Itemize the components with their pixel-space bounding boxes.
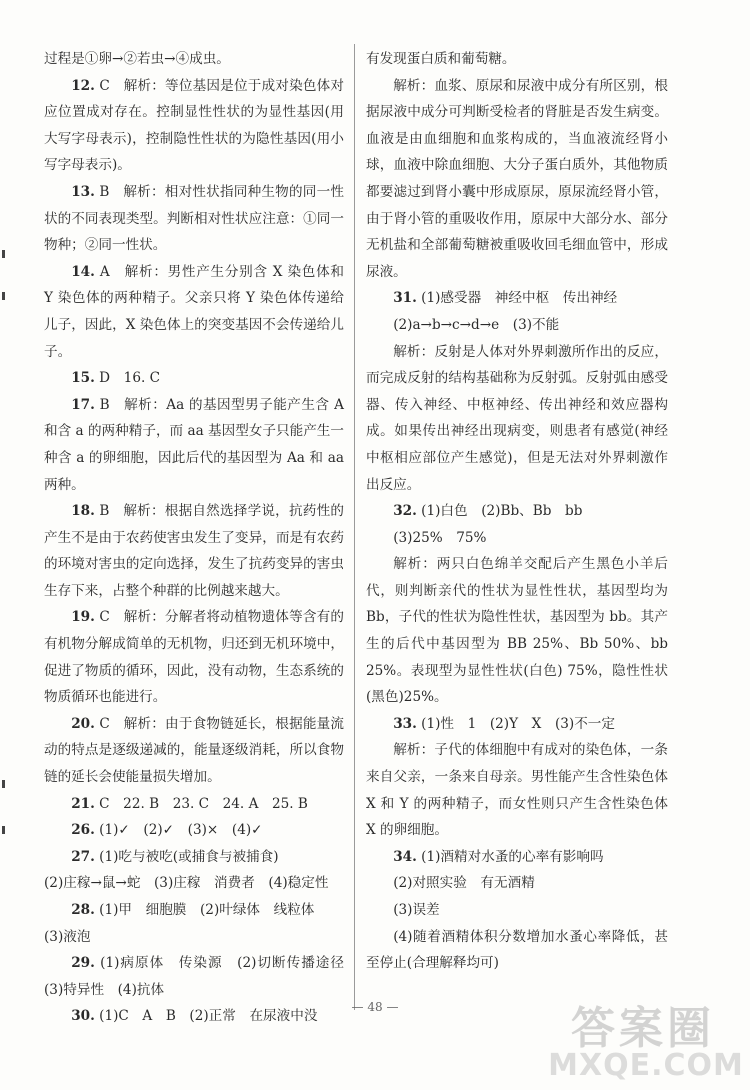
answer-paragraph: [366, 870, 668, 897]
answer-text: (3)液泡: [44, 928, 91, 945]
right-column: [366, 46, 668, 977]
answer-paragraph: [44, 897, 344, 924]
answer-text: (1)✓ (2)✓ (3)× (4)✓: [99, 822, 263, 839]
answer-paragraph: [366, 339, 668, 499]
answer-paragraph: [366, 897, 668, 924]
question-number: 18.: [71, 503, 95, 520]
watermark-logo: [548, 992, 744, 1082]
answer-text: A 解析：男性产生分别含 X 染色体和 Y 染色体的两种精子。父亲只将 Y 染色体传递给儿子，因此，X 染色体上的突变基因不会传递给儿子。: [44, 263, 344, 360]
answer-text: C 解析：等位基因是位于成对染色体对应位置成对存在。控制显性性状的为显性基因(用大写字母表示)，控制隐性性状的为隐性基因(用小写字母表示)。: [44, 77, 344, 174]
answer-text: C 解析：分解者将动植物遗体等含有的有机物分解成简单的无机物，归还到无机环境中，促进了物质的循环，因此，没有动物，生态系统的物质循环也能进行。: [44, 609, 344, 706]
answer-paragraph: [366, 551, 668, 711]
question-number: 32.: [393, 503, 417, 520]
answer-text: D 16. C: [99, 370, 161, 387]
answer-paragraph: [44, 392, 344, 498]
answer-text: 解析：血浆、原尿和尿液中成分有所区别，根据尿液中成分可判断受检者的肾脏是否发生病变。血液是由血细胞和血浆构成的，当血液流经肾小球，血液中除血细胞、大分子蛋白质外，其他物质都要滤过到肾小囊中形成原尿，原尿流经肾小管，由于肾小管的重吸收作用，原尿中大部分水、部分无机盐和全部葡萄糖被重吸收回毛细血管中，形成尿液。: [366, 77, 668, 280]
question-number: 29.: [71, 955, 95, 972]
answer-text: (1)性 1 (2)Y X (3)不一定: [421, 715, 615, 732]
answer-paragraph: [44, 73, 344, 179]
answer-paragraph: [44, 498, 344, 604]
binding-mark: [2, 826, 5, 834]
answer-text: B 解析：根据自然选择学说，抗药性的产生不是由于农药使害虫发生了变异，而是有农药的环境对害虫的定向选择，发生了抗药变异的害虫生存下来，占整个种群的比例越来越大。: [44, 503, 344, 599]
question-number: 19.: [71, 609, 95, 626]
watermark-url: MXQE.COM: [548, 1048, 744, 1083]
answer-text: 过程是①卵→②若虫→④成虫。: [44, 51, 230, 67]
question-number: 27.: [71, 848, 95, 865]
question-number: 31.: [393, 290, 417, 307]
answer-text: (2)对照实验 有无酒精: [393, 875, 535, 892]
answer-paragraph: [366, 711, 668, 738]
answer-paragraph: [366, 525, 668, 552]
answer-paragraph: [44, 924, 344, 951]
answer-text: (2)a→b→c→d→e (3)不能: [393, 316, 560, 333]
answer-paragraph: [44, 870, 344, 897]
answer-paragraph: [44, 791, 344, 818]
answer-paragraph: [366, 498, 668, 525]
question-number: 12.: [71, 77, 95, 94]
answer-text: 解析：两只白色绵羊交配后产生黑色小羊后代，则判断亲代的性状为显性性状，基因型均为 Bb，子代的性状为隐性性状，基因型为 bb。其产生的后代中基因型为 BB 25%、Bb 50%、bb 25%。表现型为显性性状(白色) 75%，隐性性状(黑色)25%。: [366, 556, 668, 706]
question-number: 28.: [71, 902, 95, 918]
answer-text: (1)病原体 传染源 (2)切断传播途径 (3)特异性 (4)抗体: [44, 955, 358, 998]
column-divider: [354, 44, 355, 1010]
question-number: 34.: [393, 848, 417, 865]
answer-text: (1)酒精对水蚤的心率有影响吗: [421, 848, 604, 865]
answer-paragraph: [366, 285, 668, 312]
answer-text: (1)甲 细胞膜 (2)叶绿体 线粒体: [99, 902, 315, 918]
question-number: 21.: [71, 795, 95, 812]
answer-text: (1)C A B (2)正常 在尿液中没: [99, 1008, 318, 1025]
question-number: 30.: [71, 1008, 95, 1025]
answer-paragraph: [366, 46, 668, 73]
answer-text: 有发现蛋白质和葡萄糖。: [366, 51, 516, 67]
answer-text: (1)白色 (2)Bb、Bb bb: [421, 503, 583, 520]
question-number: 26.: [71, 822, 95, 839]
answer-text: C 解析：由于食物链延长，根据能量流动的特点是逐级递减的，能量逐级消耗，所以食物链的延长会使能量损失增加。: [44, 715, 344, 786]
answer-paragraph: [44, 844, 344, 871]
left-column: [44, 46, 358, 1030]
answer-paragraph: [44, 604, 344, 710]
question-number: 17.: [71, 396, 95, 413]
answer-paragraph: [44, 711, 344, 791]
page-number: — 48 —: [351, 1000, 399, 1014]
question-number: 20.: [71, 715, 95, 732]
binding-mark: [2, 780, 5, 788]
answer-paragraph: [44, 817, 344, 844]
answer-text: (1)吃与被吃(或捕食与被捕食): [99, 848, 279, 865]
answer-text: (4)随着酒精体积分数增加水蚤心率降低，甚至停止(合理解释均可): [366, 928, 668, 972]
answer-paragraph: [366, 924, 668, 977]
answer-text: (3)误差: [393, 902, 440, 918]
answer-paragraph: [44, 365, 344, 392]
question-number: 15.: [71, 370, 95, 387]
answer-text: 解析：子代的体细胞中有成对的染色体，一条来自父亲，一条来自母亲。男性能产生含性染色体 X 和 Y 的两种精子，而女性则只产生含性染色体 X 的卵细胞。: [366, 742, 668, 839]
answer-paragraph: [366, 73, 668, 286]
answer-text: C 22. B 23. C 24. A 25. B: [99, 795, 308, 812]
answer-paragraph: [366, 844, 668, 871]
answer-paragraph: [366, 737, 668, 843]
answer-text: (1)感受器 神经中枢 传出神经: [421, 290, 618, 307]
question-number: 33.: [393, 715, 417, 732]
answer-text: B 解析：Aa 的基因型男子能产生含 A 和含 a 的两种精子，而 aa 基因型女子只能产生一种含 a 的卵细胞，因此后代的基因型为 Aa 和 aa 两种。: [44, 396, 344, 493]
answer-paragraph: [44, 46, 344, 73]
answer-text: 解析：反射是人体对外界刺激所作出的反应，而完成反射的结构基础称为反射弧。反射弧由感受器、传入神经、中枢神经、传出神经和效应器构成。如果传出神经出现病变，则患者有感觉(神经中枢相应部位产生感觉)，但是无法对外界刺激作出反应。: [366, 343, 668, 493]
answer-text: (2)庄稼→鼠→蛇 (3)庄稼 消费者 (4)稳定性: [44, 875, 329, 892]
question-number: 13.: [71, 183, 95, 200]
answer-paragraph: [366, 312, 668, 339]
watermark-logo-text: 答案圈: [571, 1003, 715, 1054]
answer-paragraph: [44, 259, 344, 365]
answer-text: (3)25% 75%: [393, 529, 487, 546]
answer-paragraph: [44, 179, 344, 259]
answer-paragraph: [44, 950, 358, 1003]
question-number: 14.: [71, 263, 95, 280]
binding-mark: [2, 250, 5, 258]
binding-mark: [2, 292, 5, 300]
answer-text: B 解析：相对性状指同种生物的同一性状的不同表现类型。判断相对性状应注意：①同一物种；②同一性状。: [44, 183, 344, 254]
